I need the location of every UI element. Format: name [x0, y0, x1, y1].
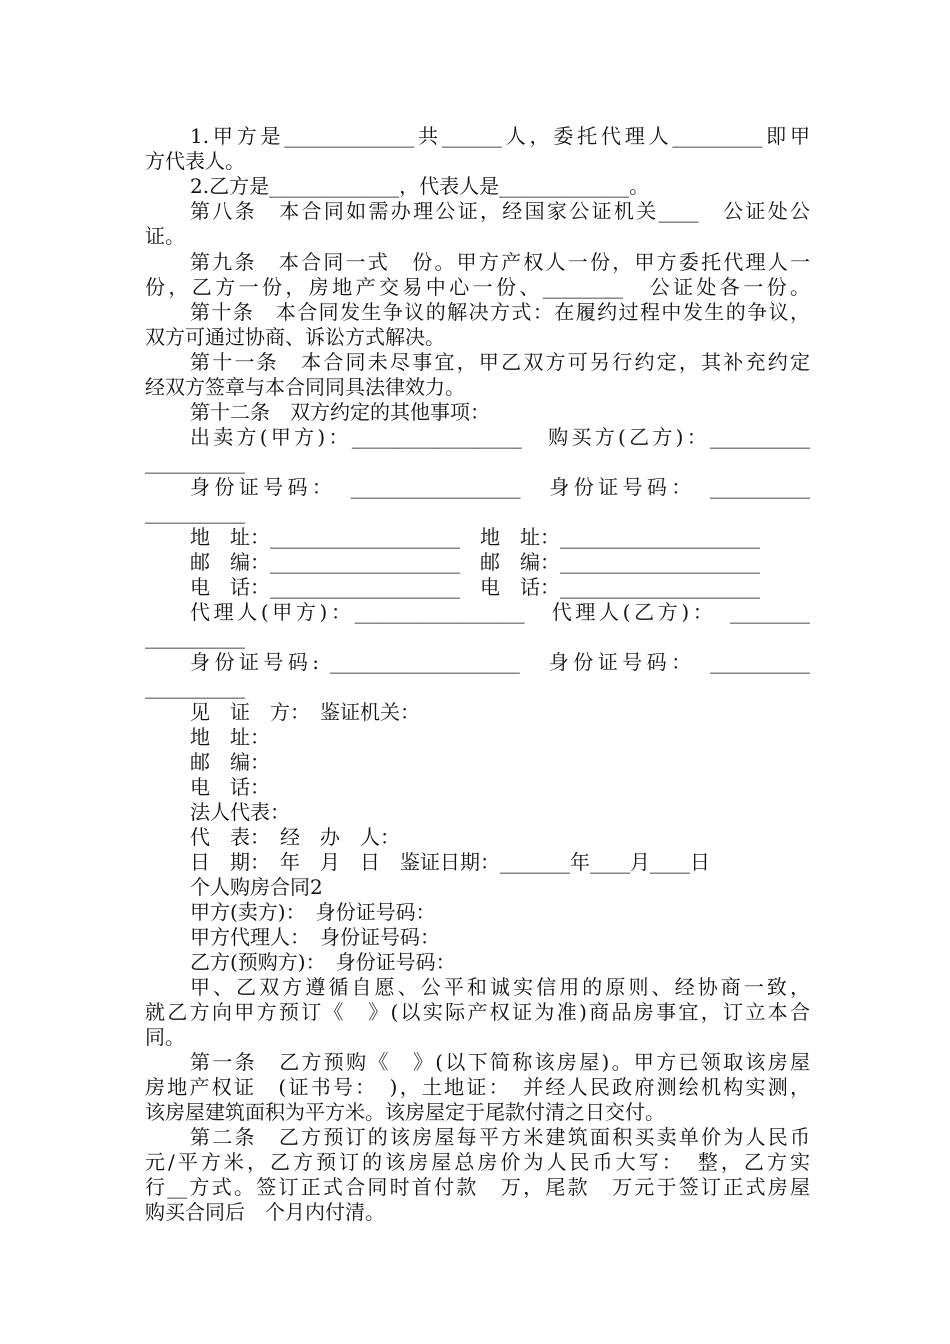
seller-buyer-line-cont: __________: [145, 450, 245, 474]
article-8-cont: 证。: [145, 224, 185, 248]
address-line: 地 址：___________________ 地 址：____________________: [190, 525, 760, 549]
article-2-cont-1: 元/平方米，乙方预订的该房屋总房价为人民币大写： 整，乙方实: [145, 1150, 810, 1174]
party-a-seller: 甲方(卖方)： 身份证号码：: [190, 900, 436, 924]
article-2-cont-3: 购买合同后 个月内付清。: [145, 1200, 385, 1224]
seller-buyer-line: 出卖方(甲方)：_________________ 购买方(乙方)：__________: [190, 425, 810, 449]
preamble-cont-2: 同。: [145, 1025, 185, 1049]
id-number-line-2: 身份证号码: ___________________ 身份证号码： __________: [190, 650, 810, 674]
party-a-agent: 甲方代理人： 身份证号码：: [190, 925, 440, 949]
clause-party-a-cont: 方代表人。: [145, 149, 245, 173]
article-12: 第十二条 双方约定的其他事项：: [190, 400, 490, 424]
agent-line: 代理人(甲方)：_________________ 代理人(乙方)： ________: [190, 600, 810, 624]
preamble: 甲、乙双方遵循自愿、公平和诚实信用的原则、经协商一致，: [190, 975, 810, 999]
article-1-cont-1: 房地产权证 (证书号： )，土地证： 并经人民政府测绘机构实测，: [145, 1075, 810, 1099]
representative-handler: 代 表： 经 办 人：: [190, 825, 400, 849]
agent-line-cont: __________: [145, 625, 245, 649]
article-9: 第九条 本合同一式 份。甲方产权人一份，甲方委托代理人一: [190, 250, 810, 274]
article-2: 第二条 乙方预订的该房屋每平方米建筑面积买卖单价为人民币: [190, 1125, 810, 1149]
id-number-line-1-cont: __________: [145, 500, 245, 524]
id-number-line-2-cont: __________: [145, 675, 245, 699]
witness-phone: 电 话：: [190, 775, 270, 799]
legal-representative: 法人代表：: [190, 800, 290, 824]
witness-address: 地 址：: [190, 725, 270, 749]
clause-party-b: 2.乙方是_____________，代表人是_____________。: [190, 174, 650, 198]
article-8: 第八条 本合同如需办理公证，经国家公证机关____ 公证处公: [190, 199, 810, 223]
postcode-line: 邮 编：___________________ 邮 编：____________________: [190, 550, 760, 574]
clause-party-a: 1.甲方是_____________共______人，委托代理人_________即甲: [190, 124, 810, 148]
article-10-cont: 双方可通过协商、诉讼方式解决。: [145, 325, 445, 349]
party-b-buyer: 乙方(预购方)： 身份证号码：: [190, 950, 456, 974]
contract-2-title: 个人购房合同2: [190, 875, 323, 899]
article-1: 第一条 乙方预购《 》(以下简称该房屋)。甲方已领取该房屋: [190, 1050, 810, 1074]
article-1-cont-2: 该房屋建筑面积为平方米。该房屋定于尾款付清之日交付。: [145, 1100, 665, 1124]
id-number-line-1: 身份证号码： _________________ 身份证号码： __________: [190, 475, 810, 499]
article-10: 第十条 本合同发生争议的解决方式：在履约过程中发生的争议，: [190, 300, 810, 324]
article-11: 第十一条 本合同未尽事宜，甲乙双方可另行约定，其补充约定: [190, 350, 810, 374]
phone-line: 电 话：___________________ 电 话：____________________: [190, 575, 760, 599]
article-2-cont-2: 行__方式。签订正式合同时首付款 万，尾款 万元于签订正式房屋: [145, 1175, 810, 1199]
witness-postcode: 邮 编：: [190, 750, 270, 774]
preamble-cont-1: 就乙方向甲方预订《 》(以实际产权证为准)商品房事宜，订立本合: [145, 1000, 810, 1024]
date-line: 日 期： 年 月 日 鉴证日期：_______年____月____日: [190, 850, 710, 874]
witness-line: 见 证 方： 鉴证机关：: [190, 700, 420, 724]
article-9-cont: 份，乙方一份，房地产交易中心一份、________ 公证处各一份。: [145, 275, 810, 299]
article-11-cont: 经双方签章与本合同同具法律效力。: [145, 375, 465, 399]
